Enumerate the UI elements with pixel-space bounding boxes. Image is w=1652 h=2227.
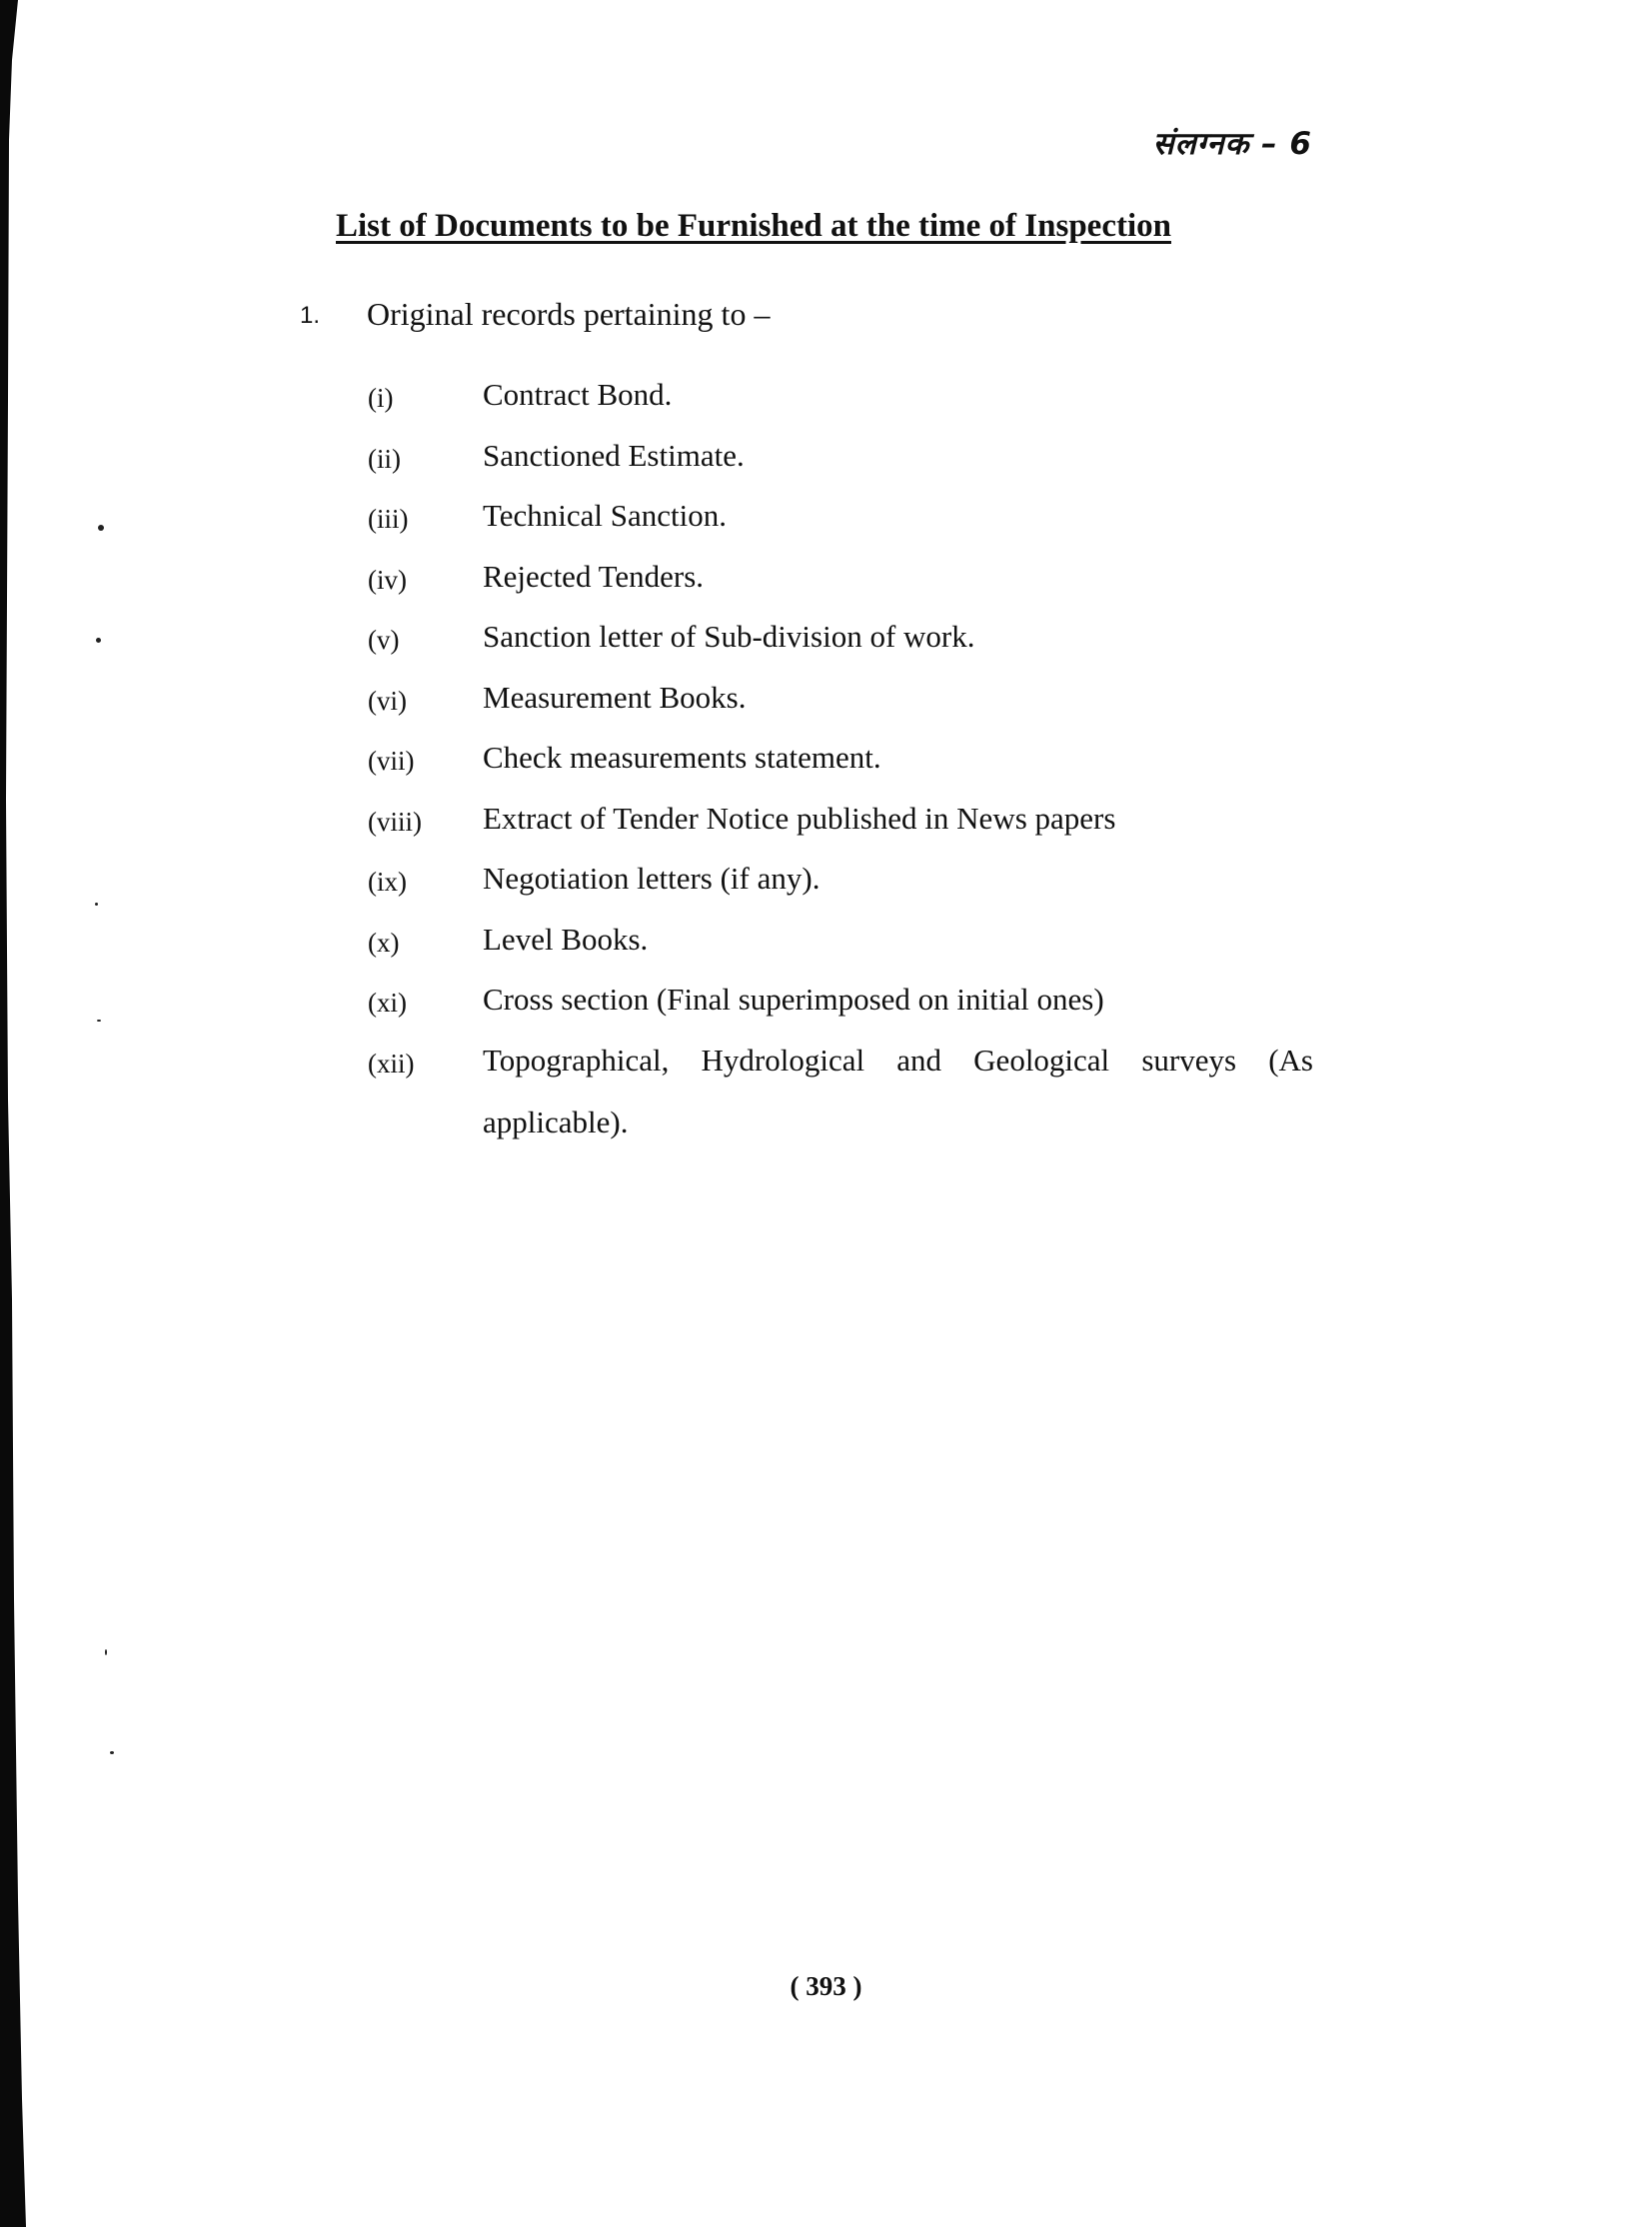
scan-speck (110, 1751, 114, 1754)
item-text: Level Books. (483, 921, 649, 957)
item-number: (vi) (368, 685, 407, 716)
item-text: Contract Bond. (483, 377, 673, 412)
item-text: Sanctioned Estimate. (483, 437, 745, 473)
item-text: Sanction letter of Sub-division of work. (483, 619, 975, 654)
section-heading: Original records pertaining to – (367, 296, 771, 332)
item-text: Extract of Tender Notice published in News papers (483, 800, 1116, 836)
scan-speck (97, 1020, 101, 1022)
item-number: (v) (368, 625, 400, 655)
item-number: (vii) (368, 746, 415, 776)
item-text: Topographical, Hydrological and Geological surveys (As applicable). (483, 1042, 1313, 1139)
scan-speck (95, 903, 98, 906)
item-number: (xi) (368, 988, 407, 1018)
item-number: (iv) (368, 564, 407, 595)
item-text: Measurement Books. (483, 679, 747, 715)
item-number: (i) (368, 383, 394, 413)
scan-edge-shadow (0, 0, 30, 2227)
scan-speck (98, 525, 104, 531)
item-number: (ix) (368, 867, 407, 897)
annexure-label: संलग्नक – 6 (1152, 126, 1312, 162)
item-number: (ii) (368, 443, 401, 474)
document-title: List of Documents to be Furnished at the time of Inspection (336, 208, 1171, 244)
item-text: Negotiation letters (if any). (483, 861, 821, 896)
section-number: 1. (300, 302, 321, 329)
item-text: Check measurements statement. (483, 740, 881, 775)
list-item (368, 1044, 1313, 1153)
item-text: Rejected Tenders. (483, 558, 705, 594)
item-number: (iii) (368, 504, 409, 534)
item-number: (x) (368, 927, 400, 958)
scan-speck (105, 1649, 107, 1655)
document-list (368, 378, 1313, 1153)
item-text: Technical Sanction. (483, 498, 728, 533)
scan-speck (96, 638, 101, 643)
item-number: (xii) (368, 1048, 415, 1079)
page-number: ( 393 ) (790, 1971, 862, 2001)
item-text: Cross section (Final superimposed on initial ones) (483, 982, 1104, 1017)
item-number: (viii) (368, 806, 422, 837)
